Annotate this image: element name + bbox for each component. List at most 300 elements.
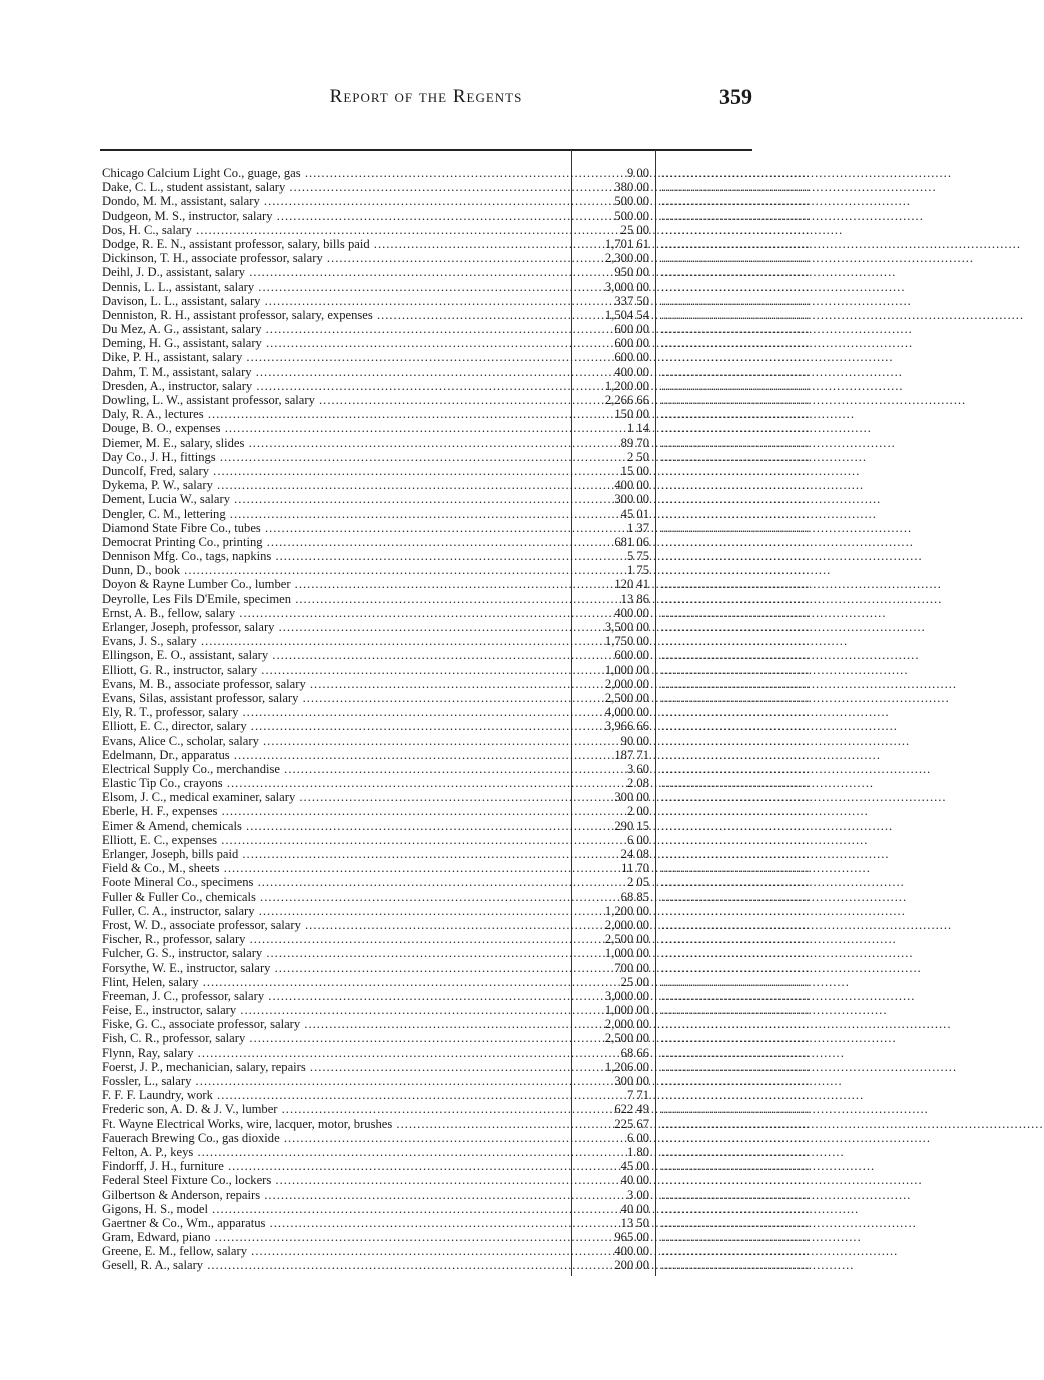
entry-description: Fuller, C. A., instructor, salary .....: [102, 904, 568, 918]
leader-dots: ....................................: [661, 307, 811, 322]
table-row: [100, 946, 811, 961]
leader-dots: ....................................: [661, 776, 811, 791]
entry-description: Fauerach Brewing Co., gas dioxide .....: [102, 1131, 568, 1145]
leader-dots: ....................................: [661, 1130, 811, 1145]
table-row: [100, 747, 811, 762]
leader-dots: ....................................: [661, 549, 811, 564]
entry-amount: 2,500 00: [604, 690, 649, 705]
table-row: [100, 478, 811, 493]
entry-description: Feise, E., instructor, salary .....: [102, 1003, 568, 1017]
table-row: [100, 1215, 811, 1230]
leader-dots: ....................................: [661, 705, 811, 720]
entry-amount: 400 00: [614, 478, 649, 493]
entry-amount: 3,000 00: [604, 279, 649, 294]
table-row: [100, 1230, 811, 1245]
entry-description: Elastic Tip Co., crayons .....: [102, 776, 568, 790]
entry-description: Erlanger, Joseph, bills paid .....: [102, 847, 568, 861]
leader-dots: ....................................: [661, 889, 811, 904]
entry-amount: 2,000 00: [604, 1017, 649, 1032]
entry-amount: 68 66: [620, 1045, 649, 1060]
leader-dots: ....................................: [661, 620, 811, 634]
entry-description: Frederic son, A. D. & J. V., lumber .....: [102, 1102, 568, 1116]
leader-dots: ....................................: [661, 861, 811, 876]
leader-dots: ....................................: [661, 222, 811, 237]
table-row: [100, 776, 811, 791]
entry-amount: 2,000 00: [604, 676, 649, 691]
entry-amount: 120 41: [614, 577, 649, 592]
entry-description: Du Mez, A. G., assistant, salary .....: [102, 322, 568, 336]
table-row: [100, 605, 811, 620]
entry-description: Ellingson, E. O., assistant, salary .....: [102, 648, 568, 662]
entry-amount: 225 67: [614, 1116, 649, 1131]
entry-amount: 1,206 00: [604, 1059, 649, 1074]
table-row: [100, 690, 811, 705]
leader-dots: ....................................: [661, 492, 811, 507]
leader-dots: ....................................: [661, 875, 811, 890]
entry-description: Dement, Lucia W., salary .....: [102, 492, 568, 506]
entry-amount: 500 00: [614, 208, 649, 223]
table-row: [100, 1244, 811, 1259]
leader-dots: ....................................: [661, 236, 811, 251]
entry-amount: 11 70: [621, 861, 649, 876]
entry-description: Dengler, C. M., lettering .....: [102, 507, 568, 521]
entry-description: Ernst, A. B., fellow, salary .....: [102, 606, 568, 620]
entry-description: Fiske, G. C., associate professor, salary .....: [102, 1017, 568, 1031]
leader-dots: ....................................: [661, 832, 811, 847]
entry-description: Evans, M. B., associate professor, salary .....: [102, 677, 568, 691]
leader-dots: ....................................: [661, 605, 811, 620]
entry-description: Davison, L. L., assistant, salary .....: [102, 294, 568, 308]
entry-description: Fuller & Fuller Co., chemicals .....: [102, 890, 568, 904]
entry-amount: 1 37: [626, 520, 649, 535]
leader-dots: ....................................: [661, 577, 811, 592]
entry-description: Frost, W. D., associate professor, salary .....: [102, 918, 568, 932]
entry-amount: 600 00: [614, 336, 649, 351]
page-header: [100, 84, 752, 114]
table-row: [100, 875, 811, 890]
table-row: [100, 265, 811, 280]
entry-description: Fossler, L., salary .....: [102, 1074, 568, 1088]
entry-amount: 68 85: [620, 889, 649, 904]
entry-description: Dodge, R. E. N., assistant professor, salary, bills paid .....: [102, 237, 568, 251]
table-row: [100, 1258, 811, 1273]
entry-description: Dike, P. H., assistant, salary .....: [102, 350, 568, 364]
table-row: [100, 378, 811, 393]
leader-dots: ....................................: [661, 1258, 811, 1273]
leader-dots: ....................................: [661, 393, 811, 407]
entry-description: Elliott, E. C., director, salary .....: [102, 719, 568, 733]
page-number: 359: [719, 84, 752, 109]
entry-description: Evans, Silas, assistant professor, salary .....: [102, 691, 568, 705]
entry-description: Dykema, P. W., salary .....: [102, 478, 568, 492]
table-row: [100, 903, 811, 918]
table-row: [100, 620, 811, 634]
entry-description: Fish, C. R., professor, salary .....: [102, 1031, 568, 1045]
table-row: [100, 506, 811, 521]
table-row: [100, 648, 811, 663]
entry-amount: 1,750 00: [604, 634, 649, 649]
leader-dots: ....................................: [661, 251, 811, 266]
table-row: [100, 960, 811, 975]
entry-amount: 300 00: [614, 492, 649, 507]
entry-amount: 3,966 66: [604, 719, 649, 734]
table-row: [100, 988, 811, 1003]
entry-amount: 45 00: [620, 1159, 649, 1174]
entry-description: Evans, J. S., salary .....: [102, 634, 568, 648]
entry-amount: 600 00: [614, 648, 649, 663]
entry-amount: 3 00: [626, 1187, 649, 1202]
entry-description: Dudgeon, M. S., instructor, salary .....: [102, 209, 568, 223]
leader-dots: ....................................: [661, 662, 811, 677]
entry-description: Dunn, D., book .....: [102, 563, 568, 577]
table-row: [100, 222, 811, 237]
entry-description: Federal Steel Fixture Co., lockers .....: [102, 1173, 568, 1187]
leader-dots: ....................................: [661, 690, 811, 705]
leader-dots: ....................................: [661, 733, 811, 748]
entry-description: Gesell, R. A., salary .....: [102, 1258, 568, 1272]
entry-amount: 1,200 00: [604, 903, 649, 918]
table-row: [100, 180, 811, 195]
entry-description: Deihl, J. D., assistant, salary .....: [102, 265, 568, 279]
entry-description: Deming, H. G., assistant, salary .....: [102, 336, 568, 350]
entry-description: Foerst, J. P., mechanician, salary, repairs .....: [102, 1060, 568, 1074]
entry-amount: 13 86: [620, 591, 649, 606]
table-row: [100, 1031, 811, 1046]
leader-dots: ....................................: [661, 818, 811, 833]
leader-dots: ....................................: [661, 790, 811, 805]
table-row: [100, 336, 811, 351]
table-row: [100, 1201, 811, 1216]
leader-dots: ....................................: [661, 166, 811, 180]
entry-description: Gilbertson & Anderson, repairs .....: [102, 1188, 568, 1202]
table-row: [100, 1130, 811, 1145]
table-row: [100, 407, 811, 422]
entry-description: Gaertner & Co., Wm., apparatus .....: [102, 1216, 568, 1230]
table-row: [100, 563, 811, 578]
table-row: [100, 1074, 811, 1088]
entry-amount: 2 50: [626, 449, 649, 464]
entry-amount: 290 15: [614, 818, 649, 833]
table-row: [100, 1116, 811, 1131]
entry-description: Eimer & Amend, chemicals .....: [102, 819, 568, 833]
entry-description: Dake, C. L., student assistant, salary .....: [102, 180, 568, 194]
table-row: [100, 719, 811, 734]
entry-description: Elliott, G. R., instructor, salary .....: [102, 663, 568, 677]
table-row: [100, 733, 811, 748]
table-row: [100, 492, 811, 507]
ledger-table: [100, 166, 811, 1273]
entry-amount: 1,000 00: [604, 662, 649, 677]
entry-amount: 2 05: [626, 875, 649, 890]
leader-dots: ....................................: [661, 1173, 811, 1188]
entry-amount: 9 00: [626, 166, 649, 180]
entry-amount: 3,500 00: [604, 620, 649, 634]
entry-amount: 2,500 00: [604, 932, 649, 947]
leader-dots: ....................................: [661, 1088, 811, 1103]
leader-dots: ....................................: [661, 350, 811, 365]
entry-amount: 7 71: [626, 1088, 649, 1103]
leader-dots: ....................................: [661, 591, 811, 606]
entry-amount: 6 00: [626, 1130, 649, 1145]
leader-dots: ....................................: [661, 917, 811, 932]
leader-dots: ....................................: [661, 1187, 811, 1202]
entry-description: Douge, B. O., expenses .....: [102, 421, 568, 435]
leader-dots: ....................................: [661, 1003, 811, 1018]
entry-description: Diemer, M. E., salary, slides .....: [102, 436, 568, 450]
leader-dots: ....................................: [661, 960, 811, 975]
leader-dots: ....................................: [661, 1074, 811, 1088]
table-row: [100, 705, 811, 720]
table-row: [100, 577, 811, 592]
entry-description: Eberle, H. F., expenses .....: [102, 804, 568, 818]
entry-amount: 40 00: [620, 1201, 649, 1216]
leader-dots: ....................................: [661, 463, 811, 478]
entry-amount: 950 00: [614, 265, 649, 280]
entry-amount: 400 00: [614, 605, 649, 620]
entry-amount: 45 01: [620, 506, 649, 521]
table-row: [100, 322, 811, 337]
table-row: [100, 208, 811, 223]
entry-amount: 15 00: [620, 463, 649, 478]
table-row: [100, 393, 811, 407]
entry-description: Dennison Mfg. Co., tags, napkins .....: [102, 549, 568, 563]
entry-amount: 2 08: [626, 776, 649, 791]
entry-amount: 400 00: [614, 364, 649, 379]
entry-description: Diamond State Fibre Co., tubes .....: [102, 521, 568, 535]
table-row: [100, 1173, 811, 1188]
leader-dots: ....................................: [661, 1017, 811, 1032]
leader-dots: ....................................: [661, 265, 811, 280]
leader-dots: ....................................: [661, 932, 811, 947]
entry-amount: 25 00: [620, 974, 649, 989]
leader-dots: ....................................: [661, 648, 811, 663]
leader-dots: ....................................: [661, 449, 811, 464]
entry-description: Felton, A. P., keys .....: [102, 1145, 568, 1159]
entry-description: Day Co., J. H., fittings .....: [102, 450, 568, 464]
entry-amount: 6 00: [626, 832, 649, 847]
table-row: [100, 1144, 811, 1159]
entry-description: Gram, Edward, piano .....: [102, 1230, 568, 1244]
entry-description: Findorff, J. H., furniture .....: [102, 1159, 568, 1173]
entry-amount: 1,200 00: [604, 378, 649, 393]
entry-amount: 1 75: [626, 563, 649, 578]
leader-dots: ....................................: [661, 804, 811, 819]
leader-dots: ....................................: [661, 478, 811, 493]
table-row: [100, 818, 811, 833]
table-row: [100, 847, 811, 861]
entry-amount: 300 00: [614, 1074, 649, 1088]
table-row: [100, 676, 811, 691]
entry-description: Ely, R. T., professor, salary .....: [102, 705, 568, 719]
entry-description: Forsythe, W. E., instructor, salary .....: [102, 961, 568, 975]
entry-description: Freeman, J. C., professor, salary .....: [102, 989, 568, 1003]
leader-dots: ....................................: [661, 1201, 811, 1216]
entry-description: Elsom, J. C., medical examiner, salary .....: [102, 790, 568, 804]
table-row: [100, 435, 811, 450]
running-title: Report of the Regents: [329, 86, 523, 107]
leader-dots: ....................................: [661, 747, 811, 762]
table-row: [100, 236, 811, 251]
entry-description: Dennis, L. L., assistant, salary .....: [102, 280, 568, 294]
entry-description: Chicago Calcium Light Co., guage, gas .....: [102, 166, 568, 180]
leader-dots: ....................................: [661, 1116, 811, 1131]
leader-dots: ....................................: [661, 407, 811, 422]
entry-description: F. F. F. Laundry, work .....: [102, 1088, 568, 1102]
table-row: [100, 662, 811, 677]
table-row: [100, 591, 811, 606]
entry-amount: 2,266 66: [604, 393, 649, 407]
entry-amount: 3 60: [626, 761, 649, 776]
leader-dots: ....................................: [661, 1059, 811, 1074]
entry-amount: 200 00: [614, 1258, 649, 1273]
leader-dots: ....................................: [661, 1144, 811, 1159]
leader-dots: ....................................: [661, 279, 811, 294]
entry-description: Foote Mineral Co., specimens .....: [102, 875, 568, 889]
table-row: [100, 1059, 811, 1074]
table-row: [100, 804, 811, 819]
leader-dots: ....................................: [661, 988, 811, 1003]
entry-description: Field & Co., M., sheets .....: [102, 861, 568, 875]
leader-dots: ....................................: [661, 194, 811, 209]
leader-dots: ....................................: [661, 1045, 811, 1060]
leader-dots: ....................................: [661, 322, 811, 337]
leader-dots: ....................................: [661, 1244, 811, 1259]
leader-dots: ....................................: [661, 378, 811, 393]
entry-description: Electrical Supply Co., merchandise .....: [102, 762, 568, 776]
entry-description: Dos, H. C., salary .....: [102, 223, 568, 237]
entry-amount: 2,300 00: [604, 251, 649, 266]
table-row: [100, 520, 811, 535]
entry-description: Dahm, T. M., assistant, salary .....: [102, 365, 568, 379]
entry-description: Greene, E. M., fellow, salary .....: [102, 1244, 568, 1258]
entry-amount: 187 71: [614, 747, 649, 762]
entry-description: Daly, R. A., lectures .....: [102, 407, 568, 421]
leader-dots: ....................................: [661, 1159, 811, 1174]
table-row: [100, 307, 811, 322]
leader-dots: ....................................: [661, 534, 811, 549]
table-row: [100, 917, 811, 932]
leader-dots: ....................................: [661, 676, 811, 691]
entry-description: Fulcher, G. S., instructor, salary .....: [102, 946, 568, 960]
entry-amount: 600 00: [614, 350, 649, 365]
entry-amount: 600 00: [614, 322, 649, 337]
entry-description: Gigons, H. S., model .....: [102, 1202, 568, 1216]
entry-amount: 500 00: [614, 194, 649, 209]
leader-dots: ....................................: [661, 435, 811, 450]
entry-amount: 1,504 54: [604, 307, 649, 322]
table-row: [100, 832, 811, 847]
entry-description: Duncolf, Fred, salary .....: [102, 464, 568, 478]
entry-amount: 25 00: [620, 222, 649, 237]
table-row: [100, 279, 811, 294]
leader-dots: ....................................: [661, 293, 811, 308]
entry-description: Fischer, R., professor, salary .....: [102, 932, 568, 946]
leader-dots: ....................................: [661, 1230, 811, 1245]
table-row: [100, 974, 811, 989]
entry-description: Dowling, L. W., assistant professor, salary .....: [102, 393, 568, 407]
leader-dots: ....................................: [661, 974, 811, 989]
table-row: [100, 790, 811, 805]
entry-amount: 1,000 00: [604, 946, 649, 961]
leader-dots: ....................................: [661, 1102, 811, 1117]
leader-dots: ....................................: [661, 563, 811, 578]
leader-dots: ....................................: [661, 506, 811, 521]
table-row: [100, 449, 811, 464]
entry-description: Denniston, R. H., assistant professor, salary, expenses .....: [102, 308, 568, 322]
entry-description: Democrat Printing Co., printing .....: [102, 535, 568, 549]
entry-amount: 380 00: [614, 180, 649, 195]
entry-amount: 90 00: [620, 733, 649, 748]
table-row: [100, 889, 811, 904]
entry-amount: 4,000 00: [604, 705, 649, 720]
leader-dots: ....................................: [661, 421, 811, 436]
leader-dots: ....................................: [661, 208, 811, 223]
entry-amount: 300 00: [614, 790, 649, 805]
table-row: [100, 421, 811, 436]
entry-description: Evans, Alice C., scholar, salary .....: [102, 734, 568, 748]
leader-dots: ....................................: [661, 719, 811, 734]
leader-dots: ....................................: [661, 364, 811, 379]
entry-description: Deyrolle, Les Fils D'Emile, specimen .....: [102, 592, 568, 606]
table-row: [100, 1017, 811, 1032]
table-row: [100, 1187, 811, 1202]
entry-amount: 13 50: [620, 1215, 649, 1230]
table-row: [100, 932, 811, 947]
table-row: [100, 1102, 811, 1117]
entry-amount: 2,500 00: [604, 1031, 649, 1046]
table-row: [100, 861, 811, 876]
entry-description: Erlanger, Joseph, professor, salary .....: [102, 620, 568, 634]
entry-amount: 1 80: [626, 1144, 649, 1159]
leader-dots: ....................................: [661, 180, 811, 195]
leader-dots: ....................................: [661, 903, 811, 918]
entry-amount: 1 14: [626, 421, 649, 436]
leader-dots: ....................................: [661, 847, 811, 861]
leader-dots: ....................................: [661, 336, 811, 351]
entry-description: Flynn, Ray, salary .....: [102, 1046, 568, 1060]
entry-amount: 965 00: [614, 1230, 649, 1245]
entry-description: Dresden, A., instructor, salary .....: [102, 379, 568, 393]
leader-dots: ....................................: [661, 946, 811, 961]
entry-description: Elliott, E. C., expenses .....: [102, 833, 568, 847]
table-row: [100, 549, 811, 564]
table-row: [100, 364, 811, 379]
entry-amount: 150 00: [614, 407, 649, 422]
table-row: [100, 534, 811, 549]
entry-amount: 622 49: [614, 1102, 649, 1117]
entry-description: Dondo, M. M., assistant, salary .....: [102, 194, 568, 208]
table-row: [100, 166, 811, 180]
leader-dots: ....................................: [661, 634, 811, 649]
table-row: [100, 251, 811, 266]
entry-amount: 24 08: [620, 847, 649, 861]
entry-amount: 5 75: [626, 549, 649, 564]
table-row: [100, 1003, 811, 1018]
entry-amount: 337 50: [614, 293, 649, 308]
leader-dots: ....................................: [661, 761, 811, 776]
entry-description: Edelmann, Dr., apparatus .....: [102, 748, 568, 762]
leader-dots: ....................................: [661, 1031, 811, 1046]
leader-dots: ....................................: [661, 520, 811, 535]
table-row: [100, 293, 811, 308]
table-row: [100, 1045, 811, 1060]
table-row: [100, 761, 811, 776]
entry-amount: 681 06: [614, 534, 649, 549]
leader-dots: ....................................: [661, 1215, 811, 1230]
entry-amount: 1,701 61: [604, 236, 649, 251]
entry-description: Dickinson, T. H., associate professor, salary .....: [102, 251, 568, 265]
entry-amount: 2 00: [626, 804, 649, 819]
